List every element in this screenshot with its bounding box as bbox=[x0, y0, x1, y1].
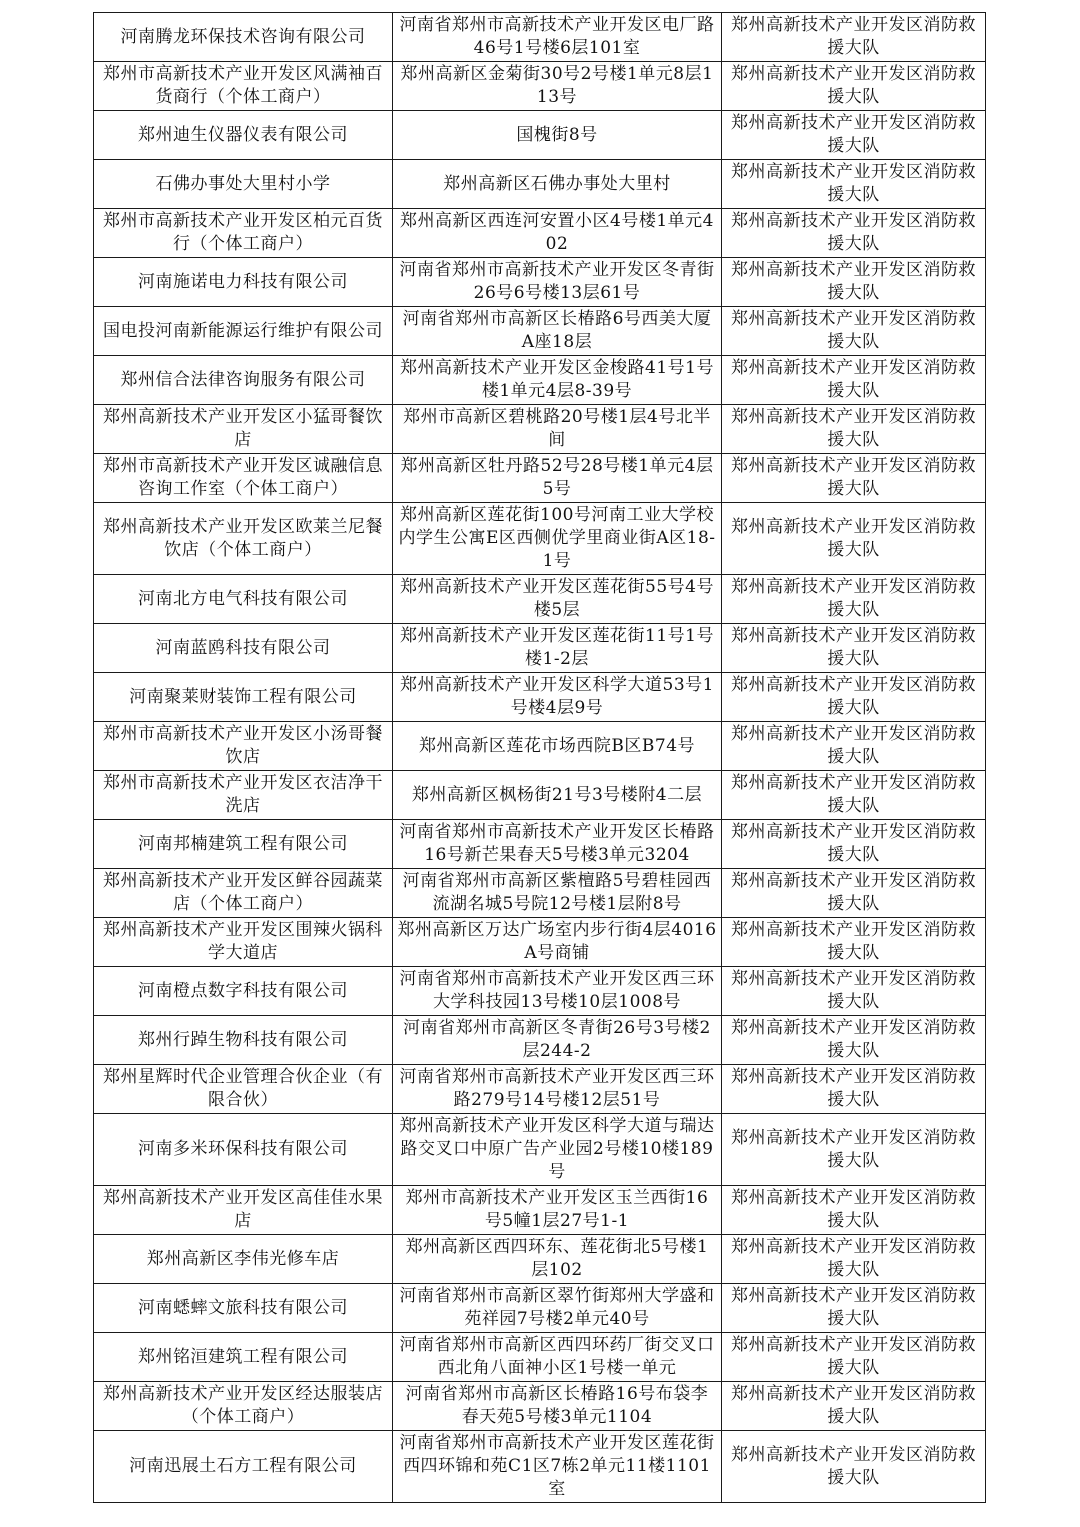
company-name-cell: 郑州市高新技术产业开发区衣洁净干洗店 bbox=[94, 771, 393, 820]
address-cell: 河南省郑州市高新技术产业开发区莲花街西四环锦和苑C1区7栋2单元11楼1101室 bbox=[393, 1431, 722, 1503]
company-name-cell: 郑州高新技术产业开发区经达服装店（个体工商户） bbox=[94, 1382, 393, 1431]
address-cell: 河南省郑州市高新区西四环药厂街交叉口西北角八面神小区1号楼一单元 bbox=[393, 1333, 722, 1382]
table-row bbox=[94, 307, 986, 356]
address-cell: 郑州高新技术产业开发区金梭路41号1号楼1单元4层8-39号 bbox=[393, 356, 722, 405]
company-name-cell: 河南腾龙环保技术咨询有限公司 bbox=[94, 13, 393, 62]
responsible-unit-cell: 郑州高新技术产业开发区消防救援大队 bbox=[722, 209, 986, 258]
company-name-cell: 郑州市高新技术产业开发区风满袖百货商行（个体工商户） bbox=[94, 62, 393, 111]
responsible-unit-cell: 郑州高新技术产业开发区消防救援大队 bbox=[722, 356, 986, 405]
table-row bbox=[94, 624, 986, 673]
company-name-cell: 郑州高新区李伟光修车店 bbox=[94, 1235, 393, 1284]
company-name-cell: 郑州迪生仪器仪表有限公司 bbox=[94, 111, 393, 160]
responsible-unit-cell: 郑州高新技术产业开发区消防救援大队 bbox=[722, 62, 986, 111]
responsible-unit-cell: 郑州高新技术产业开发区消防救援大队 bbox=[722, 111, 986, 160]
company-name-cell: 郑州市高新技术产业开发区诚融信息咨询工作室（个体工商户） bbox=[94, 454, 393, 503]
company-name-cell: 郑州铭洹建筑工程有限公司 bbox=[94, 1333, 393, 1382]
table-row bbox=[94, 1235, 986, 1284]
company-name-cell: 郑州高新技术产业开发区欧莱兰尼餐饮店（个体工商户） bbox=[94, 503, 393, 575]
table-row bbox=[94, 575, 986, 624]
table-row bbox=[94, 1333, 986, 1382]
responsible-unit-cell: 郑州高新技术产业开发区消防救援大队 bbox=[722, 771, 986, 820]
address-cell: 河南省郑州市高新技术产业开发区西三环大学科技园13号楼10层1008号 bbox=[393, 967, 722, 1016]
table-row bbox=[94, 503, 986, 575]
address-cell: 郑州高新区金菊街30号2号楼1单元8层113号 bbox=[393, 62, 722, 111]
table-row bbox=[94, 1016, 986, 1065]
address-cell: 郑州高新技术产业开发区科学大道53号1号楼4层9号 bbox=[393, 673, 722, 722]
table-row bbox=[94, 356, 986, 405]
responsible-unit-cell: 郑州高新技术产业开发区消防救援大队 bbox=[722, 503, 986, 575]
address-cell: 河南省郑州市高新区翠竹街郑州大学盛和苑祥园7号楼2单元40号 bbox=[393, 1284, 722, 1333]
address-cell: 河南省郑州市高新区长椿路6号西美大厦A座18层 bbox=[393, 307, 722, 356]
table-row bbox=[94, 673, 986, 722]
company-name-cell: 郑州星辉时代企业管理合伙企业（有限合伙） bbox=[94, 1065, 393, 1114]
responsible-unit-cell: 郑州高新技术产业开发区消防救援大队 bbox=[722, 722, 986, 771]
records-table bbox=[93, 12, 986, 1503]
table-row bbox=[94, 62, 986, 111]
address-cell: 河南省郑州市高新技术产业开发区电厂路46号1号楼6层101室 bbox=[393, 13, 722, 62]
address-cell: 郑州高新区西四环东、莲花街北5号楼1层102 bbox=[393, 1235, 722, 1284]
table-row bbox=[94, 405, 986, 454]
table-row bbox=[94, 13, 986, 62]
address-cell: 郑州高新技术产业开发区莲花街11号1号楼1-2层 bbox=[393, 624, 722, 673]
company-name-cell: 石佛办事处大里村小学 bbox=[94, 160, 393, 209]
company-name-cell: 河南北方电气科技有限公司 bbox=[94, 575, 393, 624]
table-row bbox=[94, 771, 986, 820]
responsible-unit-cell: 郑州高新技术产业开发区消防救援大队 bbox=[722, 1431, 986, 1503]
address-cell: 河南省郑州市高新区长椿路16号布袋李春天苑5号楼3单元1104 bbox=[393, 1382, 722, 1431]
address-cell: 郑州高新区牡丹路52号28号楼1单元4层5号 bbox=[393, 454, 722, 503]
table-row bbox=[94, 1186, 986, 1235]
company-name-cell: 河南迅展土石方工程有限公司 bbox=[94, 1431, 393, 1503]
responsible-unit-cell: 郑州高新技术产业开发区消防救援大队 bbox=[722, 1016, 986, 1065]
company-name-cell: 国电投河南新能源运行维护有限公司 bbox=[94, 307, 393, 356]
responsible-unit-cell: 郑州高新技术产业开发区消防救援大队 bbox=[722, 1065, 986, 1114]
address-cell: 河南省郑州市高新技术产业开发区长椿路16号新芒果春天5号楼3单元3204 bbox=[393, 820, 722, 869]
responsible-unit-cell: 郑州高新技术产业开发区消防救援大队 bbox=[722, 624, 986, 673]
responsible-unit-cell: 郑州高新技术产业开发区消防救援大队 bbox=[722, 1284, 986, 1333]
address-cell: 郑州高新技术产业开发区莲花街55号4号楼5层 bbox=[393, 575, 722, 624]
responsible-unit-cell: 郑州高新技术产业开发区消防救援大队 bbox=[722, 405, 986, 454]
address-cell: 郑州高新区莲花市场西院B区B74号 bbox=[393, 722, 722, 771]
company-name-cell: 郑州市高新技术产业开发区小汤哥餐饮店 bbox=[94, 722, 393, 771]
address-cell: 河南省郑州市高新区冬青街26号3号楼2层244-2 bbox=[393, 1016, 722, 1065]
responsible-unit-cell: 郑州高新技术产业开发区消防救援大队 bbox=[722, 13, 986, 62]
responsible-unit-cell: 郑州高新技术产业开发区消防救援大队 bbox=[722, 454, 986, 503]
table-row bbox=[94, 967, 986, 1016]
address-cell: 郑州市高新技术产业开发区玉兰西街16号5幢1层27号1-1 bbox=[393, 1186, 722, 1235]
address-cell: 郑州高新区莲花街100号河南工业大学校内学生公寓E区西侧优学里商业街A区18-1号 bbox=[393, 503, 722, 575]
company-name-cell: 河南蓝鸥科技有限公司 bbox=[94, 624, 393, 673]
company-name-cell: 郑州行踔生物科技有限公司 bbox=[94, 1016, 393, 1065]
responsible-unit-cell: 郑州高新技术产业开发区消防救援大队 bbox=[722, 869, 986, 918]
company-name-cell: 河南橙点数字科技有限公司 bbox=[94, 967, 393, 1016]
table-row bbox=[94, 258, 986, 307]
table-row bbox=[94, 209, 986, 258]
address-cell: 郑州市高新区碧桃路20号楼1层4号北半间 bbox=[393, 405, 722, 454]
company-name-cell: 郑州高新技术产业开发区高佳佳水果店 bbox=[94, 1186, 393, 1235]
company-name-cell: 郑州高新技术产业开发区鲜谷园蔬菜店（个体工商户） bbox=[94, 869, 393, 918]
table-row bbox=[94, 454, 986, 503]
responsible-unit-cell: 郑州高新技术产业开发区消防救援大队 bbox=[722, 918, 986, 967]
company-name-cell: 河南多米环保科技有限公司 bbox=[94, 1114, 393, 1186]
document-page bbox=[93, 12, 986, 1503]
address-cell: 河南省郑州市高新技术产业开发区冬青街26号6号楼13层61号 bbox=[393, 258, 722, 307]
responsible-unit-cell: 郑州高新技术产业开发区消防救援大队 bbox=[722, 820, 986, 869]
company-name-cell: 郑州高新技术产业开发区小猛哥餐饮店 bbox=[94, 405, 393, 454]
responsible-unit-cell: 郑州高新技术产业开发区消防救援大队 bbox=[722, 258, 986, 307]
responsible-unit-cell: 郑州高新技术产业开发区消防救援大队 bbox=[722, 307, 986, 356]
table-row bbox=[94, 1065, 986, 1114]
table-row bbox=[94, 1284, 986, 1333]
table-row bbox=[94, 1431, 986, 1503]
company-name-cell: 河南聚莱财装饰工程有限公司 bbox=[94, 673, 393, 722]
company-name-cell: 郑州市高新技术产业开发区柏元百货行（个体工商户） bbox=[94, 209, 393, 258]
table-row bbox=[94, 918, 986, 967]
address-cell: 郑州高新区石佛办事处大里村 bbox=[393, 160, 722, 209]
address-cell: 河南省郑州市高新区紫檀路5号碧桂园西流湖名城5号院12号楼1层附8号 bbox=[393, 869, 722, 918]
responsible-unit-cell: 郑州高新技术产业开发区消防救援大队 bbox=[722, 1235, 986, 1284]
table-row bbox=[94, 1382, 986, 1431]
address-cell: 郑州高新区枫杨街21号3号楼附4二层 bbox=[393, 771, 722, 820]
address-cell: 郑州高新区万达广场室内步行街4层4016A号商铺 bbox=[393, 918, 722, 967]
responsible-unit-cell: 郑州高新技术产业开发区消防救援大队 bbox=[722, 967, 986, 1016]
responsible-unit-cell: 郑州高新技术产业开发区消防救援大队 bbox=[722, 1114, 986, 1186]
table-row bbox=[94, 111, 986, 160]
address-cell: 郑州高新区西连河安置小区4号楼1单元402 bbox=[393, 209, 722, 258]
company-name-cell: 郑州信合法律咨询服务有限公司 bbox=[94, 356, 393, 405]
address-cell: 国槐街8号 bbox=[393, 111, 722, 160]
address-cell: 河南省郑州市高新技术产业开发区西三环路279号14号楼12层51号 bbox=[393, 1065, 722, 1114]
company-name-cell: 河南施诺电力科技有限公司 bbox=[94, 258, 393, 307]
table-row bbox=[94, 1114, 986, 1186]
responsible-unit-cell: 郑州高新技术产业开发区消防救援大队 bbox=[722, 673, 986, 722]
company-name-cell: 郑州高新技术产业开发区围辣火锅科学大道店 bbox=[94, 918, 393, 967]
table-row bbox=[94, 820, 986, 869]
responsible-unit-cell: 郑州高新技术产业开发区消防救援大队 bbox=[722, 1333, 986, 1382]
responsible-unit-cell: 郑州高新技术产业开发区消防救援大队 bbox=[722, 575, 986, 624]
table-row bbox=[94, 722, 986, 771]
records-table-body bbox=[94, 13, 986, 1503]
responsible-unit-cell: 郑州高新技术产业开发区消防救援大队 bbox=[722, 160, 986, 209]
responsible-unit-cell: 郑州高新技术产业开发区消防救援大队 bbox=[722, 1186, 986, 1235]
responsible-unit-cell: 郑州高新技术产业开发区消防救援大队 bbox=[722, 1382, 986, 1431]
address-cell: 郑州高新技术产业开发区科学大道与瑞达路交叉口中原广告产业园2号楼10楼189号 bbox=[393, 1114, 722, 1186]
company-name-cell: 河南邦楠建筑工程有限公司 bbox=[94, 820, 393, 869]
company-name-cell: 河南蟋蟀文旅科技有限公司 bbox=[94, 1284, 393, 1333]
table-row bbox=[94, 869, 986, 918]
table-row bbox=[94, 160, 986, 209]
